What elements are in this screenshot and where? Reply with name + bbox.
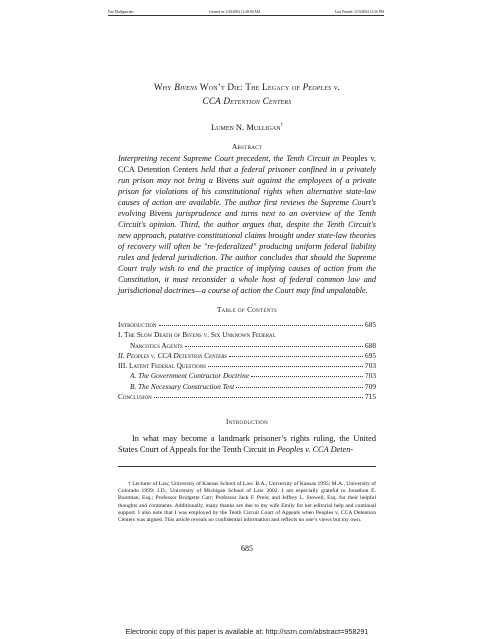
toc-leader	[229, 356, 363, 357]
title-part: Bivens	[174, 82, 198, 92]
toc-label: B. The Necessary Construction Test	[130, 381, 235, 391]
abstract-body	[118, 153, 376, 296]
author-line	[110, 122, 384, 132]
body-case-name: Peoples v. CCA Deten-	[276, 445, 354, 454]
toc-label: III. Latent Federal Questions	[118, 361, 207, 371]
toc-label: Introduction	[118, 320, 157, 329]
title-part: Won’t Die: The Legacy of	[197, 82, 303, 92]
header-created: Created on 1/30/2004 11:28:00 AM	[208, 10, 260, 14]
toc-page: 703	[365, 361, 376, 371]
footnote-divider	[118, 466, 376, 467]
abstract-case-name: Peoples v. CCA Detention Centers	[118, 154, 376, 174]
abstract-case-name: Bivens	[216, 176, 239, 185]
toc-page: 715	[365, 392, 376, 402]
toc-entry[interactable]	[118, 361, 376, 371]
toc-label: A. The Government Contractor Doctrine	[130, 371, 249, 381]
introduction-heading: Introduction	[225, 418, 269, 426]
title-line2: CCA Detention Centers	[202, 96, 292, 106]
toc-label: Narcotics Agents	[130, 340, 183, 350]
toc-entry[interactable]	[118, 341, 376, 351]
author-footnote-mark: †	[280, 123, 284, 129]
toc-page: 703	[365, 371, 376, 381]
article-title	[110, 80, 384, 108]
abstract-text: suit against the employees of a private prison for violations of his constitutional rights when alternative state-law causes of action are available. The author first reviews the Supreme Court's evolving	[118, 176, 376, 218]
footnote: † Lecturer of Law, University of Kansas School of Law. B.A., University of Kansas 1995; M.A., University of Colorado 1999; J.D., University of Michigan School of Law 2002. I am especially grateful to Jonathon E. Bootman, Esq.; Professor Bridgette Carr; Professor Jack F. Preis; and Jeffrey L. Stowell, Esq. for their helpful thoughts and comments. Additionally, many thanks are due to my wife Emily for her editorial help and continual support. I also note that I was employed by the Tenth Circuit Court of Appeals when Peoples v. CCA Detention Centers was argued. This article reveals no confidential information and reflects no one’s views but my own.	[118, 481, 376, 524]
page-number: 685	[241, 544, 253, 553]
abstract-heading: Abstract	[231, 142, 263, 151]
abstract-case-name: Bivens	[149, 209, 173, 218]
toc-entry[interactable]	[118, 382, 376, 392]
toc-entry[interactable]	[118, 392, 376, 402]
ssrn-footer-link[interactable]: Electronic copy of this paper is available at: http://ssrn.com/abstract=958291	[125, 627, 369, 636]
body-text: In what may become a landmark prisoner’s rights ruling, the United States Court of Appeals for the Tenth Circuit in	[118, 434, 376, 454]
toc-heading: Table of Contents	[216, 306, 278, 314]
toc-label: Conclusion	[118, 392, 152, 402]
toc-leader	[236, 387, 363, 388]
toc-leader	[251, 376, 363, 377]
header-printed: Last Printed: 2/19/2004 12:56 PM	[334, 10, 384, 14]
toc-leader	[154, 397, 363, 398]
title-part: Why	[153, 82, 175, 92]
toc-entry[interactable]	[118, 351, 376, 361]
title-part: Peoples v.	[302, 82, 341, 92]
toc-leader	[208, 366, 363, 367]
toc-page: 709	[365, 381, 376, 391]
toc-leader	[159, 325, 364, 326]
toc-leader	[185, 346, 363, 347]
header-filename: Fire Mulligan.doc	[108, 10, 134, 14]
toc-entry[interactable]	[118, 320, 376, 330]
introduction-body	[118, 433, 376, 455]
toc-label: II. Peoples v. CCA Detention Centers	[118, 350, 227, 360]
toc-page: 695	[365, 350, 376, 360]
table-of-contents	[118, 320, 376, 402]
running-header	[108, 10, 384, 16]
abstract-text: held that a federal prisoner confined in a privately run prison may not bring a	[118, 165, 377, 185]
toc-entry[interactable]	[118, 330, 376, 340]
toc-page: 685	[365, 320, 376, 329]
author-name: Lumen N. Mulligan	[210, 122, 281, 132]
toc-entry[interactable]	[118, 371, 376, 381]
toc-page: 688	[365, 340, 376, 350]
abstract-text: Interpreting recent Supreme Court precedent, the Tenth Circuit in	[118, 154, 343, 163]
toc-label: I. The Slow Death of Bivens v. Six Unknown Federal	[118, 330, 276, 340]
abstract-text: jurisprudence and turns next to an overview of the Tenth Circuit's opinion. Third, the author argues that, despite the Tenth Circuit's new approach, putative constitutional claims brought under state-law theories of recovery will often be "re-federalized" producing uniform federal liability rules and federal jurisdiction. The author concludes that should the Supreme Court truly wish to end the practice of implying causes of action from the Constitution, it must reconsider a whole host of federal common law and jurisdictional doctrines—a course of action the Court may find unpalatable.	[118, 209, 376, 295]
